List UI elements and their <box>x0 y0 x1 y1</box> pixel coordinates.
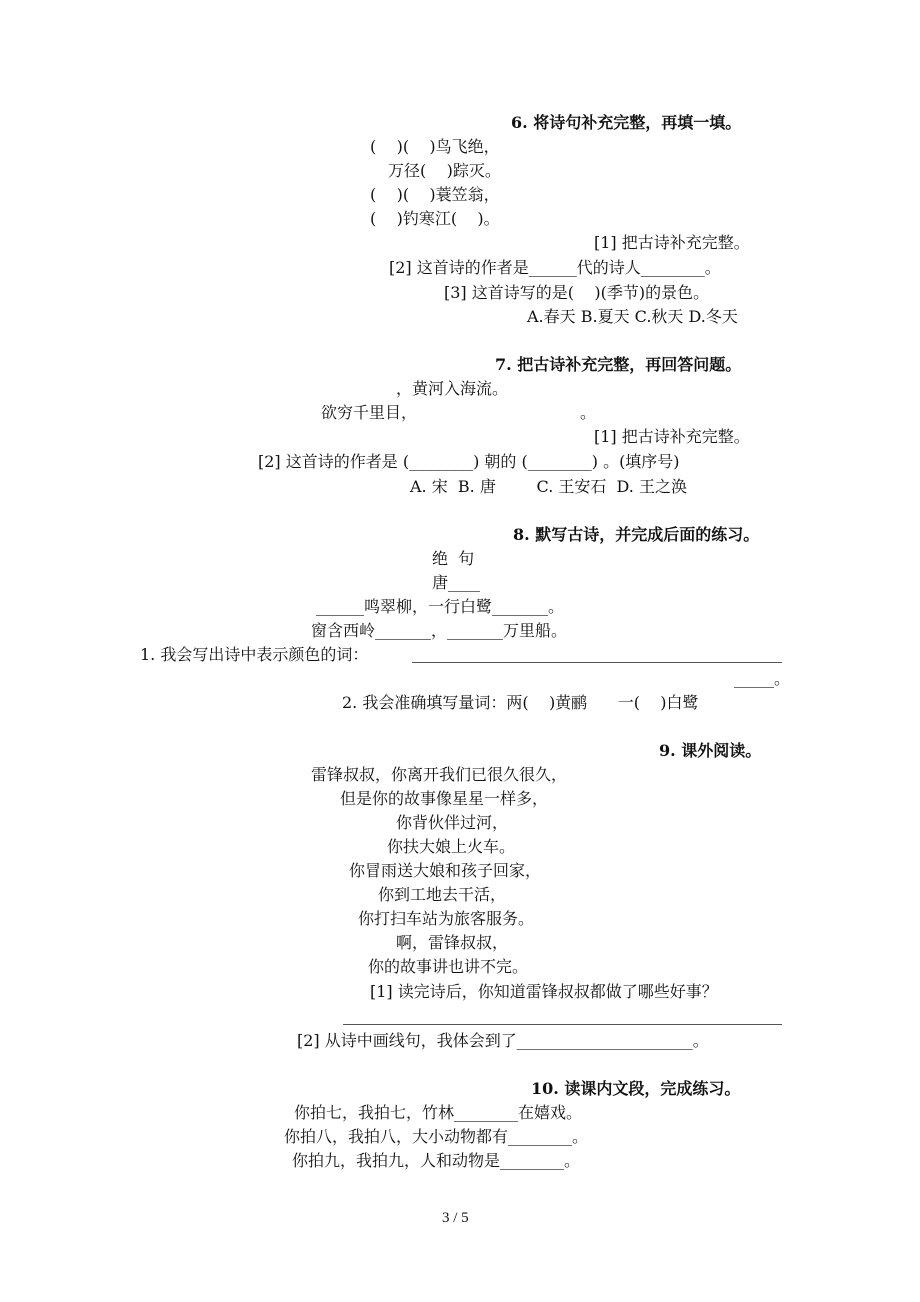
poem-line: 但是你的故事像星星一样多， <box>340 789 549 808</box>
question: [1] 读完诗后，你知道雷锋叔叔都做了哪些好事？ <box>370 982 718 1001</box>
poem-line: 窗含西岭_______，_______万里船。 <box>311 621 568 640</box>
poem-line: ( )( )蓑笠翁， <box>370 185 500 204</box>
question: [2] 从诗中画线句，我体会到了______________________。 <box>297 1031 709 1050</box>
poem-line: 你背伙伴过河， <box>396 813 509 832</box>
section-9-title: 9. 课外阅读。 <box>659 741 762 760</box>
answer-options: A. 宋 B. 唐 C. 王安石 D. 王之涣 <box>410 477 687 496</box>
section-6-title: 6. 将诗句补充完整，再填一填。 <box>511 113 742 132</box>
section-8-title: 8. 默写古诗，并完成后面的练习。 <box>513 525 760 544</box>
poem-line: 你的故事讲也讲不完。 <box>368 957 529 976</box>
section-7-title: 7. 把古诗补充完整，再回答问题。 <box>495 355 742 374</box>
question: [1] 把古诗补充完整。 <box>594 427 750 446</box>
poem-line-end: 。 <box>580 403 597 422</box>
question: 1. 我会写出诗中表示颜色的词： <box>140 645 369 664</box>
poem-dynasty: 唐____ <box>432 573 481 592</box>
question: [2] 这首诗的作者是 (________) 朝的 (________) 。(填序号) <box>258 452 680 471</box>
poem-title: 绝 句 <box>432 549 475 568</box>
answer-line-end: _____。 <box>734 669 791 688</box>
poem-line: 欲穷千里目， <box>321 403 418 422</box>
poem-line: ( )钓寒江( )。 <box>370 209 500 228</box>
text-line: 你拍七，我拍七，竹林________在嬉戏。 <box>294 1103 583 1122</box>
question: [2] 这首诗的作者是______代的诗人________。 <box>389 258 721 277</box>
poem-line: ______鸣翠柳，一行白鹭_______。 <box>316 597 565 616</box>
section-10-title: 10. 读课内文段，完成练习。 <box>531 1079 741 1098</box>
poem-line: 你扶大娘上火车。 <box>387 837 516 856</box>
answer-line[interactable] <box>412 662 782 663</box>
poem-line: 你到工地去干活， <box>378 885 507 904</box>
text-line: 你拍八，我拍八，大小动物都有________。 <box>284 1127 589 1146</box>
answer-options: A.春天 B.夏天 C.秋天 D.冬天 <box>527 307 738 326</box>
answer-line[interactable] <box>343 1024 782 1025</box>
question: [1] 把古诗补充完整。 <box>594 233 750 252</box>
question: [3] 这首诗写的是( )(季节)的景色。 <box>444 283 710 302</box>
poem-line: ，黄河入海流。 <box>396 379 509 398</box>
page-number: 3 / 5 <box>442 1210 469 1226</box>
poem-line: 你冒雨送大娘和孩子回家， <box>349 861 542 880</box>
poem-line: 雷锋叔叔，你离开我们已很久很久， <box>311 765 568 784</box>
poem-line: ( )( )鸟飞绝， <box>370 137 500 156</box>
question: 2. 我会准确填写量词：两( )黄鹂 一( )白鹭 <box>342 693 699 712</box>
text-line: 你拍九，我拍九，人和动物是________。 <box>292 1151 581 1170</box>
poem-line: 你打扫车站为旅客服务。 <box>358 909 535 928</box>
poem-line: 万径( )踪灭。 <box>388 161 501 180</box>
poem-line: 啊，雷锋叔叔， <box>396 933 509 952</box>
